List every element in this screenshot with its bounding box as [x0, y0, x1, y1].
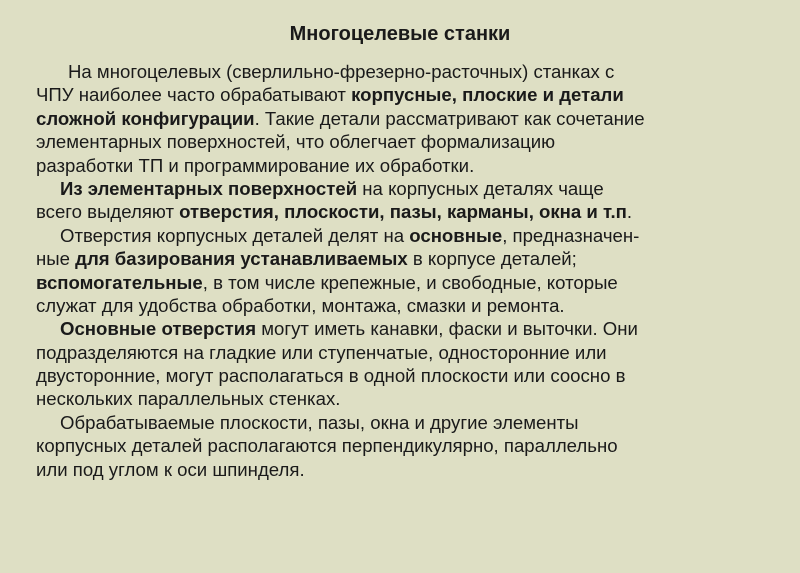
text-line — [36, 200, 776, 223]
text-line — [36, 130, 776, 153]
paragraph — [36, 317, 776, 411]
bold-text: Основные отверстия — [60, 318, 257, 340]
text-segment: Обрабатываемые плоскости, пазы, окна и другие элементы — [60, 411, 579, 433]
text-segment: , предназначен- — [502, 224, 640, 246]
text-line — [36, 83, 776, 106]
text-line — [36, 364, 776, 387]
text-segment: служат для удобства обработки, монтажа, смазки и ремонта. — [36, 294, 565, 316]
text-segment: могут иметь канавки, фаски и выточки. Они — [256, 318, 638, 340]
text-line — [36, 294, 776, 317]
text-line — [36, 60, 776, 83]
text-line — [36, 341, 776, 364]
bold-text: сложной конфигурации — [36, 107, 255, 129]
text-segment: подразделяются на гладкие или ступенчатые, односторонние или — [36, 341, 607, 363]
text-segment: в корпусе деталей; — [407, 248, 577, 270]
bold-text: основные — [409, 224, 503, 246]
page-title: Многоцелевые станки — [289, 23, 511, 45]
paragraph — [36, 224, 776, 318]
text-segment: , в том числе крепежные, и свободные, которые — [202, 271, 618, 293]
bold-text: Из элементарных поверхностей — [60, 177, 358, 199]
text-segment: разработки ТП и программирование их обработки. — [36, 154, 475, 176]
text-line — [36, 177, 776, 200]
text-segment: ные — [36, 248, 76, 270]
text-line — [36, 154, 776, 177]
bold-text: корпусные, плоские и детали — [351, 84, 624, 106]
text-segment: На многоцелевых (сверлильно-фрезерно-расточных) станках с — [68, 61, 615, 82]
bold-text: отверстия, плоскости, пазы, карманы, окна и т.п — [179, 201, 627, 223]
text-segment: корпусных деталей располагаются перпендикулярно, параллельно — [36, 435, 618, 457]
text-body — [36, 60, 776, 481]
bold-text: вспомогательные — [36, 271, 203, 293]
text-line — [36, 434, 776, 457]
text-segment: всего выделяют — [36, 201, 180, 223]
bold-text: для базирования устанавливаемых — [75, 248, 408, 270]
paragraph — [36, 177, 776, 224]
text-line — [36, 458, 776, 481]
text-segment: . — [626, 201, 633, 223]
paragraph — [36, 411, 776, 481]
text-segment: двусторонние, могут располагаться в одной плоскости или соосно в — [36, 365, 626, 387]
text-segment: Отверстия корпусных деталей делят на — [60, 224, 410, 246]
text-line — [36, 271, 776, 294]
paragraph — [36, 60, 776, 177]
text-line — [36, 107, 776, 130]
text-segment: или под углом к оси шпинделя. — [36, 458, 305, 480]
text-line — [36, 224, 776, 247]
text-segment: . Такие детали рассматривают как сочетание — [254, 107, 645, 129]
text-line — [36, 317, 776, 340]
text-line — [36, 411, 776, 434]
text-segment: элементарных поверхностей, что облегчает формализацию — [36, 131, 556, 153]
text-segment: на корпусных деталях чаще — [357, 177, 604, 199]
text-line — [36, 387, 776, 410]
text-segment: ЧПУ наиболее часто обрабатывают — [36, 84, 352, 106]
text-segment: нескольких параллельных стенках. — [36, 388, 341, 410]
text-line — [36, 247, 776, 270]
